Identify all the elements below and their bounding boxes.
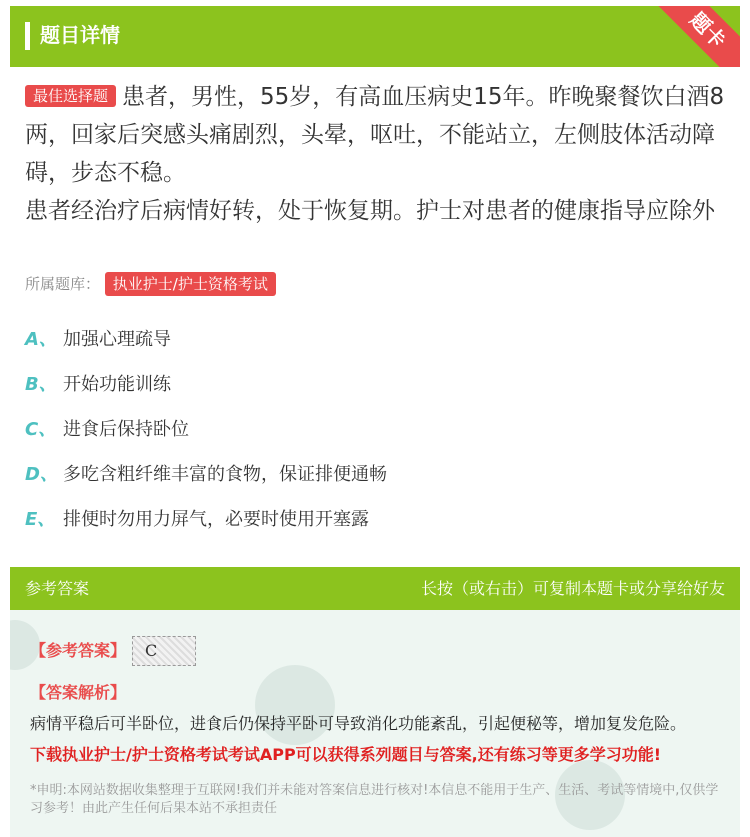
option-text: 加强心理疏导 bbox=[63, 329, 171, 350]
page-header bbox=[10, 6, 740, 67]
question-text-2: 患者经治疗后病情好转，处于恢复期。护士对患者的健康指导应除外 bbox=[25, 198, 715, 224]
answer-label: 【参考答案】 bbox=[30, 641, 127, 660]
analysis-text: 病情平稳后可半卧位，进食后仍保持平卧可导致消化功能紊乱，引起便秘等，增加复发危险。 bbox=[30, 714, 687, 733]
answer-captcha-image: C bbox=[132, 636, 196, 666]
header-accent-bar bbox=[25, 22, 30, 50]
option-text: 多吃含粗纤维丰富的食物，保证排便通畅 bbox=[63, 464, 387, 485]
question-bank bbox=[25, 272, 276, 296]
option-a[interactable] bbox=[25, 325, 725, 370]
option-c[interactable] bbox=[25, 415, 725, 460]
share-hint: 长按（或右击）可复制本题卡或分享给好友 bbox=[420, 579, 725, 598]
option-letter: D、 bbox=[25, 464, 58, 485]
option-letter: E、 bbox=[25, 509, 56, 530]
app-download-link[interactable]: 下载执业护士/护士资格考试考试APP可以获得系列题目与答案,还有练习等更多学习功能! bbox=[30, 745, 662, 764]
options-list bbox=[25, 325, 725, 550]
option-e[interactable] bbox=[25, 505, 725, 550]
analysis-label: 【答案解析】 bbox=[30, 683, 127, 702]
option-text: 开始功能训练 bbox=[63, 374, 171, 395]
option-b[interactable] bbox=[25, 370, 725, 415]
answer-panel bbox=[10, 610, 740, 837]
question-text-1: 患者，男性，55岁，有高血压病史15年。昨晚聚餐饮白酒8两，回家后突感头痛剧烈，头晕，呕吐，不能站立，左侧肢体活动障碍，步态不稳。 bbox=[25, 84, 725, 186]
option-letter: A、 bbox=[25, 329, 57, 350]
page-title: 题目详情 bbox=[40, 23, 120, 47]
question-bank-link[interactable]: 执业护士/护士资格考试 bbox=[105, 272, 276, 296]
question-card-ribbon[interactable]: 题卡 bbox=[639, 6, 740, 67]
option-text: 进食后保持卧位 bbox=[63, 419, 189, 440]
answer-section-title: 参考答案 bbox=[25, 579, 90, 598]
question-type-badge: 最佳选择题 bbox=[25, 85, 116, 107]
question-stem bbox=[25, 78, 730, 230]
question-bank-label: 所属题库： bbox=[25, 275, 101, 293]
option-text: 排便时勿用力屏气，必要时使用开塞露 bbox=[63, 509, 369, 530]
answer-section-header bbox=[10, 567, 740, 610]
option-letter: C、 bbox=[25, 419, 57, 440]
disclaimer-text: *申明:本网站数据收集整理于互联网!我们并未能对答案信息进行核对!本信息不能用于生产、生活、考试等情境中,仅供学习参考！由此产生任何后果本站不承担责任 bbox=[30, 783, 719, 816]
option-letter: B、 bbox=[25, 374, 57, 395]
option-d[interactable] bbox=[25, 460, 725, 505]
